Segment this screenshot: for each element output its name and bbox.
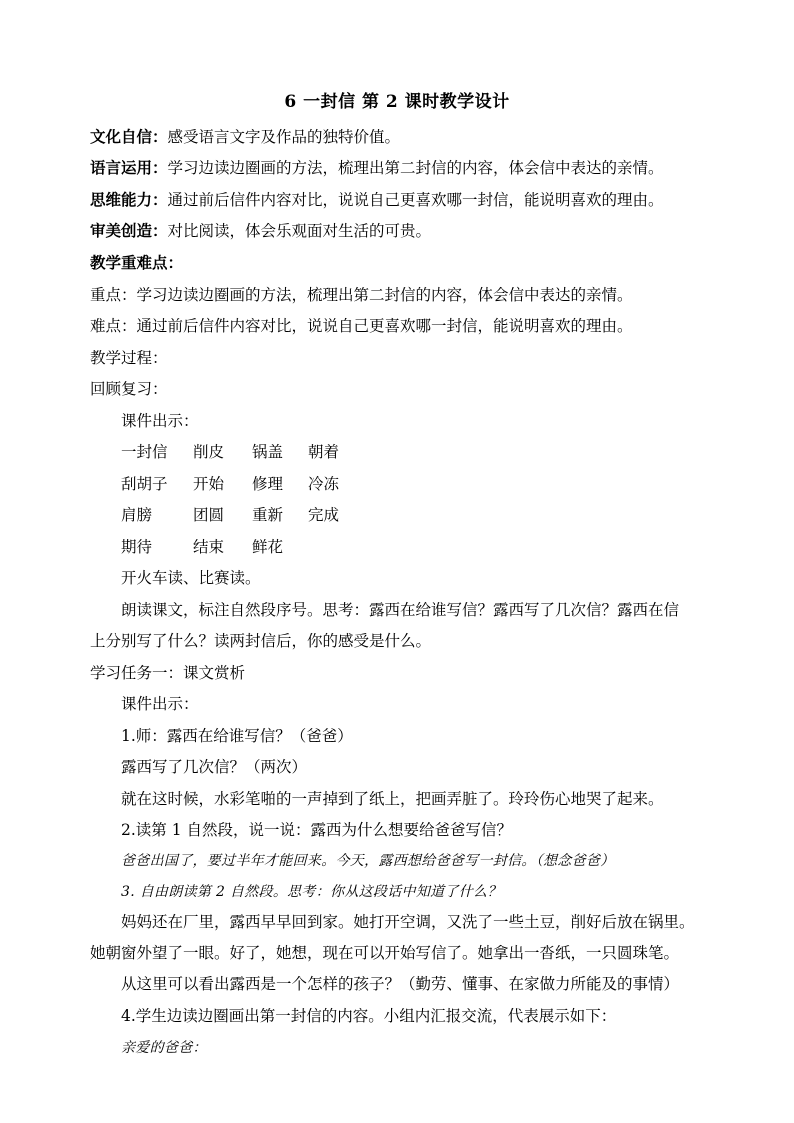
word-item: 团圆 <box>193 506 225 524</box>
goal-thinking <box>90 190 664 210</box>
goal-language <box>90 158 664 178</box>
question-4: 4.学生边读边圈画出第一封信的内容。小组内汇报交流，代表展示如下： <box>121 1007 617 1025</box>
reading-activity: 开火车读、比赛读。 <box>121 569 261 587</box>
word-item: 刮胡子 <box>121 475 168 493</box>
goal-aesthetic <box>90 221 431 241</box>
courseware-label: 课件出示： <box>121 695 199 713</box>
goal-label: 文化自信： <box>90 127 168 146</box>
word-item: 开始 <box>193 475 225 493</box>
paragraph-line: 上分别写了什么？读两封信后，你的感受是什么。 <box>90 632 432 650</box>
word-item: 削皮 <box>193 443 225 461</box>
word-row <box>121 537 308 557</box>
goal-label: 思维能力： <box>90 190 168 209</box>
word-item: 肩膀 <box>121 506 153 524</box>
question-1: 1.师：露西在给谁写信？（爸爸） <box>121 727 353 745</box>
word-item: 重新 <box>252 506 284 524</box>
word-row <box>121 474 368 494</box>
word-item: 鲜花 <box>252 538 284 556</box>
key-point: 重点：学习边读边圈画的方法，梳理出第二封信的内容，体会信中表达的亲情。 <box>90 286 633 304</box>
question-3: 3. 自由朗读第 2 自然段。思考：你从这段话中知道了什么？ <box>121 884 502 900</box>
word-item: 一封信 <box>121 443 168 461</box>
question-3-answer: 从这里可以看出露西是一个怎样的孩子？（勤劳、懂事、在家做力所能及的事情） <box>121 975 680 993</box>
word-item: 锅盖 <box>252 443 284 461</box>
goal-text: 学习边读边圈画的方法，梳理出第二封信的内容，体会信中表达的亲情。 <box>167 159 664 177</box>
example-sentence: 就在这时候，水彩笔啪的一声掉到了纸上，把画弄脏了。玲玲伤心地哭了起来。 <box>121 790 664 808</box>
word-item: 完成 <box>308 506 340 524</box>
courseware-label: 课件出示： <box>121 412 199 430</box>
word-item: 朝着 <box>308 443 340 461</box>
goal-text: 感受语言文字及作品的独特价值。 <box>167 128 401 146</box>
word-item: 修理 <box>252 475 284 493</box>
process-heading: 教学过程： <box>90 349 168 367</box>
word-row <box>121 442 368 462</box>
difficult-point: 难点：通过前后信件内容对比，说说自己更喜欢哪一封信，能说明喜欢的理由。 <box>90 317 633 335</box>
letter-salutation: 亲爱的爸爸： <box>121 1040 207 1056</box>
paragraph-line: 妈妈还在厂里，露西早早回到家。她打开空调，又洗了一些土豆，削好后放在锅里。 <box>121 913 695 931</box>
word-item: 结束 <box>193 538 225 556</box>
goal-culture <box>90 127 400 147</box>
review-heading: 回顾复习： <box>90 380 168 398</box>
word-item: 冷冻 <box>308 475 340 493</box>
goal-text: 通过前后信件内容对比，说说自己更喜欢哪一封信，能说明喜欢的理由。 <box>167 191 664 209</box>
paragraph-line: 她朝窗外望了一眼。好了，她想，现在可以开始写信了。她拿出一沓纸，一只圆珠笔。 <box>90 944 680 962</box>
question-2: 2.读第 1 自然段，说一说：露西为什么想要给爸爸写信？ <box>121 821 513 839</box>
word-row <box>121 505 368 525</box>
page-title: 6 一封信 第 2 课时教学设计 <box>284 92 510 112</box>
question-2-answer: 爸爸出国了，要过半年才能回来。今天，露西想给爸爸写一封信。（想念爸爸） <box>121 853 615 869</box>
word-item: 期待 <box>121 538 153 556</box>
goal-text: 对比阅读，体会乐观面对生活的可贵。 <box>167 222 432 240</box>
goal-label: 语言运用： <box>90 158 168 177</box>
question-1b: 露西写了几次信？（两次） <box>121 758 308 776</box>
task1-heading: 学习任务一：课文赏析 <box>90 664 246 682</box>
paragraph-line: 朗读课文，标注自然段序号。思考：露西在给谁写信？露西写了几次信？露西在信 <box>121 601 680 619</box>
goal-label: 审美创造： <box>90 221 168 240</box>
key-points-heading: 教学重难点： <box>90 253 184 272</box>
